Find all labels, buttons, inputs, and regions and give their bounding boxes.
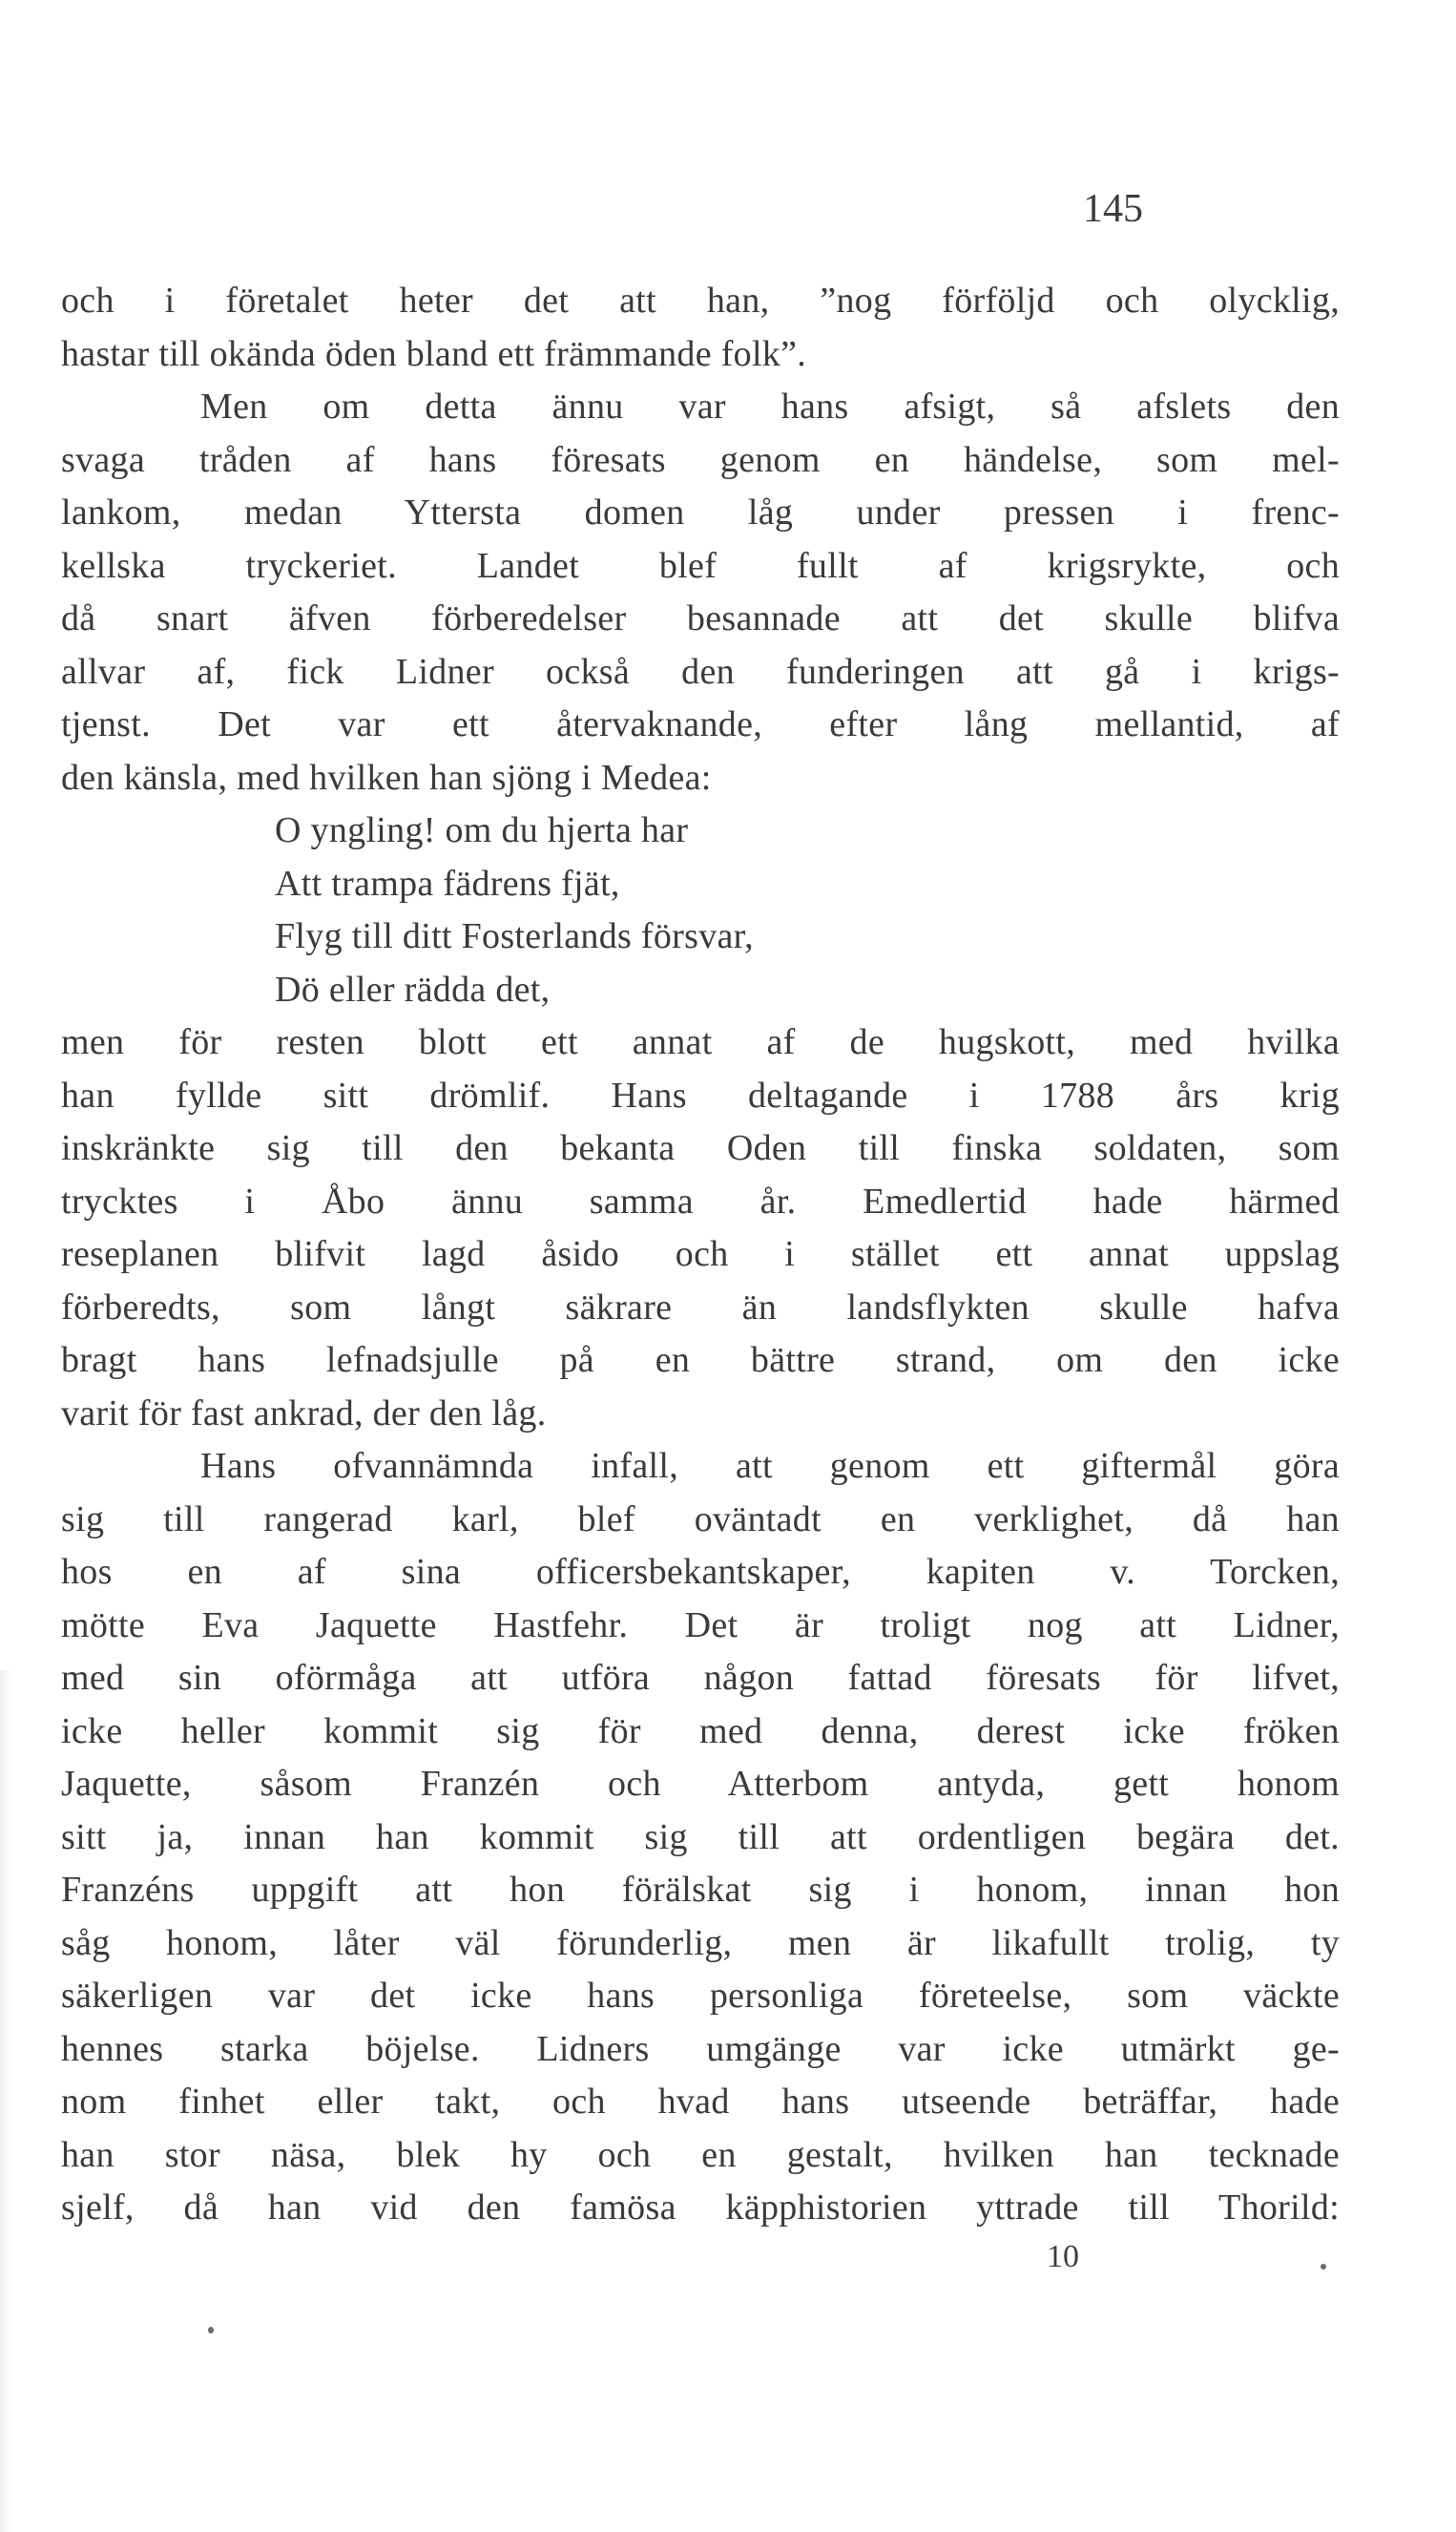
text-line: Men om detta ännu var hans afsigt, så afslets den: [200, 387, 1340, 427]
text-line: hos en af sina officersbekantskaper, kapiten v. Torcken,: [61, 1552, 1340, 1592]
page-edge-shadow: [0, 1670, 11, 2532]
text-line: och i företalet heter det att han, ”nog förföljd och olycklig,: [61, 281, 1340, 321]
text-line: trycktes i Åbo ännu samma år. Emedlertid hade härmed: [61, 1181, 1340, 1222]
text-line: sjelf, då han vid den famösa käpphistorien yttrade till Thorild:: [61, 2187, 1340, 2228]
text-line: icke heller kommit sig för med denna, derest icke fröken: [61, 1710, 1340, 1751]
text-line: tjenst. Det var ett återvaknande, efter lång mellantid, af: [61, 704, 1340, 744]
text-line: men för resten blott ett annat af de hugskott, med hvilka: [61, 1022, 1340, 1062]
text-line: Hans ofvannämnda infall, att genom ett giftermål göra: [200, 1446, 1340, 1486]
text-line: kellska tryckeriet. Landet blef fullt af krigsrykte, och: [61, 545, 1340, 586]
signature-mark: 10: [1047, 2239, 1079, 2274]
verse-line: Flyg till ditt Fosterlands försvar,: [275, 916, 754, 956]
text-line: Franzéns uppgift att hon förälskat sig i honom, innan hon: [61, 1870, 1340, 1910]
text-line: den känsla, med hvilken han sjöng i Medea:: [61, 757, 712, 798]
text-line: svaga tråden af hans föresats genom en händelse, som mel-: [61, 439, 1340, 480]
text-line: såg honom, låter väl förunderlig, men är likafullt trolig, ty: [61, 1922, 1340, 1963]
text-line: allvar af, fick Lidner också den funderingen att gå i krigs-: [61, 651, 1340, 692]
text-line: då snart äfven förberedelser besannade att det skulle blifva: [61, 598, 1340, 638]
text-line: säkerligen var det icke hans personliga företeelse, som väckte: [61, 1976, 1340, 2016]
text-line: han stor näsa, blek hy och en gestalt, hvilken han tecknade: [61, 2134, 1340, 2175]
ink-speck: [208, 2327, 214, 2333]
page-number: 145: [1083, 187, 1143, 231]
text-line: bragt hans lefnadsjulle på en bättre strand, om den icke: [61, 1340, 1340, 1380]
text-line: nom finhet eller takt, och hvad hans utseende beträffar, hade: [61, 2082, 1340, 2122]
text-line: förberedts, som långt säkrare än landsflykten skulle hafva: [61, 1287, 1340, 1328]
text-line: lankom, medan Yttersta domen låg under pressen i frenc-: [61, 492, 1340, 533]
text-line: sitt ja, innan han kommit sig till att ordentligen begära det.: [61, 1816, 1340, 1857]
ink-speck: [1321, 2264, 1326, 2270]
verse-line: Att trampa fädrens fjät,: [275, 863, 620, 904]
verse-line: Dö eller rädda det,: [275, 969, 551, 1010]
text-line: hennes starka böjelse. Lidners umgänge var icke utmärkt ge-: [61, 2028, 1340, 2069]
text-line: mötte Eva Jaquette Hastfehr. Det är troligt nog att Lidner,: [61, 1604, 1340, 1645]
text-line: varit för fast ankrad, der den låg.: [61, 1392, 547, 1433]
text-line: inskränkte sig till den bekanta Oden till finska soldaten, som: [61, 1128, 1340, 1168]
verse-line: O yngling! om du hjerta har: [275, 810, 689, 850]
text-line: Jaquette, såsom Franzén och Atterbom antyda, gett honom: [61, 1764, 1340, 1804]
text-line: han fyllde sitt drömlif. Hans deltagande i 1788 års krig: [61, 1075, 1340, 1116]
body-text: [61, 275, 1340, 2235]
text-line: reseplanen blifvit lagd åsido och i stället ett annat uppslag: [61, 1234, 1340, 1274]
text-line: sig till rangerad karl, blef oväntadt en verklighet, då han: [61, 1498, 1340, 1539]
text-line: hastar till okända öden bland ett främmande folk”.: [61, 333, 807, 374]
text-line: med sin oförmåga att utföra någon fattad föresats för lifvet,: [61, 1658, 1340, 1698]
